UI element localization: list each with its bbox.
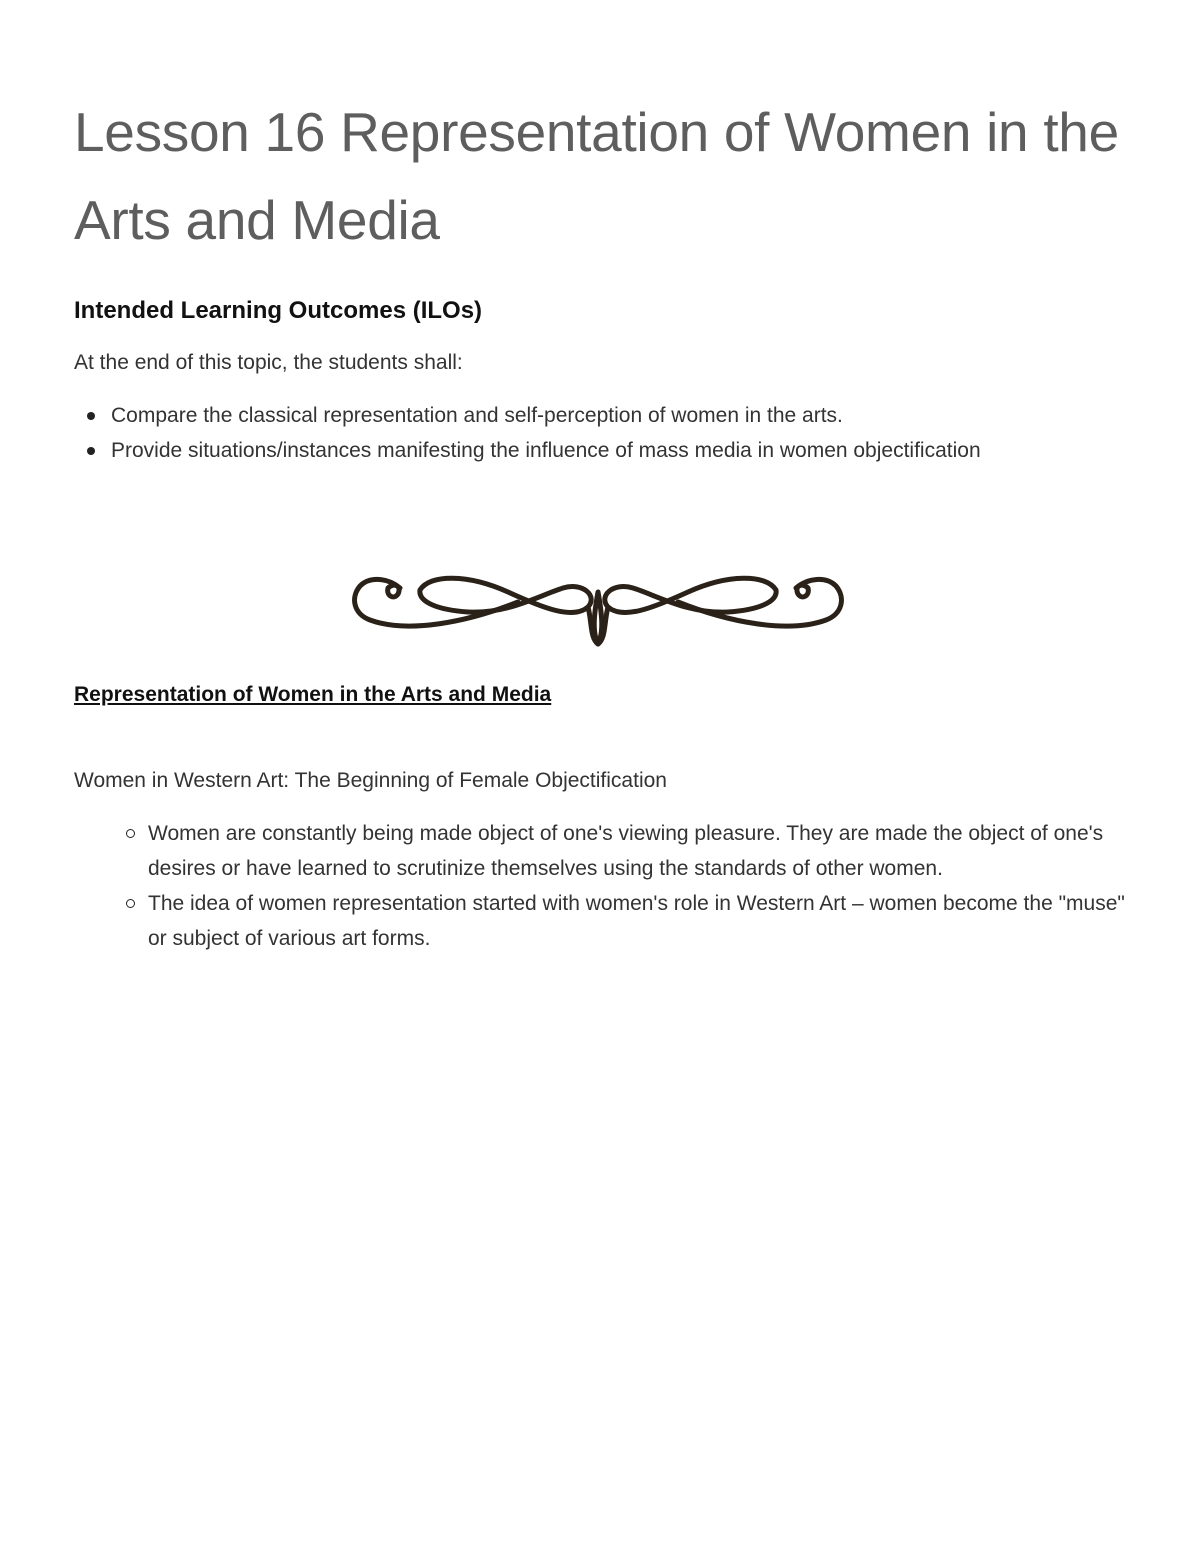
point-text: Women are constantly being made object of one's viewing pleasure. They are made the object of one's desires or have learned to scrutinize themselves using the standards of other women. bbox=[148, 822, 1104, 880]
points-list bbox=[74, 816, 1134, 956]
outcome-text: Compare the classical representation and self-perception of women in the arts. bbox=[111, 404, 843, 427]
section-heading: Representation of Women in the Arts and Media bbox=[74, 683, 552, 706]
hollow-bullet-icon bbox=[126, 899, 135, 908]
flourish-divider-icon bbox=[348, 552, 848, 652]
outcomes-list bbox=[74, 398, 1134, 468]
list-item bbox=[148, 816, 1134, 886]
subheading: Women in Western Art: The Beginning of Female Objectification bbox=[74, 769, 667, 792]
page-title: Lesson 16 Representation of Women in the Arts and Media bbox=[74, 101, 1119, 251]
ilo-heading: Intended Learning Outcomes (ILOs) bbox=[74, 297, 483, 324]
bullet-icon bbox=[87, 412, 95, 420]
outcome-text: Provide situations/instances manifesting the influence of mass media in women objectification bbox=[111, 439, 981, 462]
hollow-bullet-icon bbox=[126, 829, 135, 838]
bullet-icon bbox=[87, 447, 95, 455]
list-item bbox=[111, 433, 1134, 468]
document-page bbox=[74, 88, 1134, 956]
point-text: The idea of women representation started with women's role in Western Art – women become the "muse" or subject of various art forms. bbox=[148, 892, 1125, 950]
intro-text: At the end of this topic, the students shall: bbox=[74, 351, 463, 374]
list-item bbox=[148, 886, 1134, 956]
list-item bbox=[111, 398, 1134, 433]
